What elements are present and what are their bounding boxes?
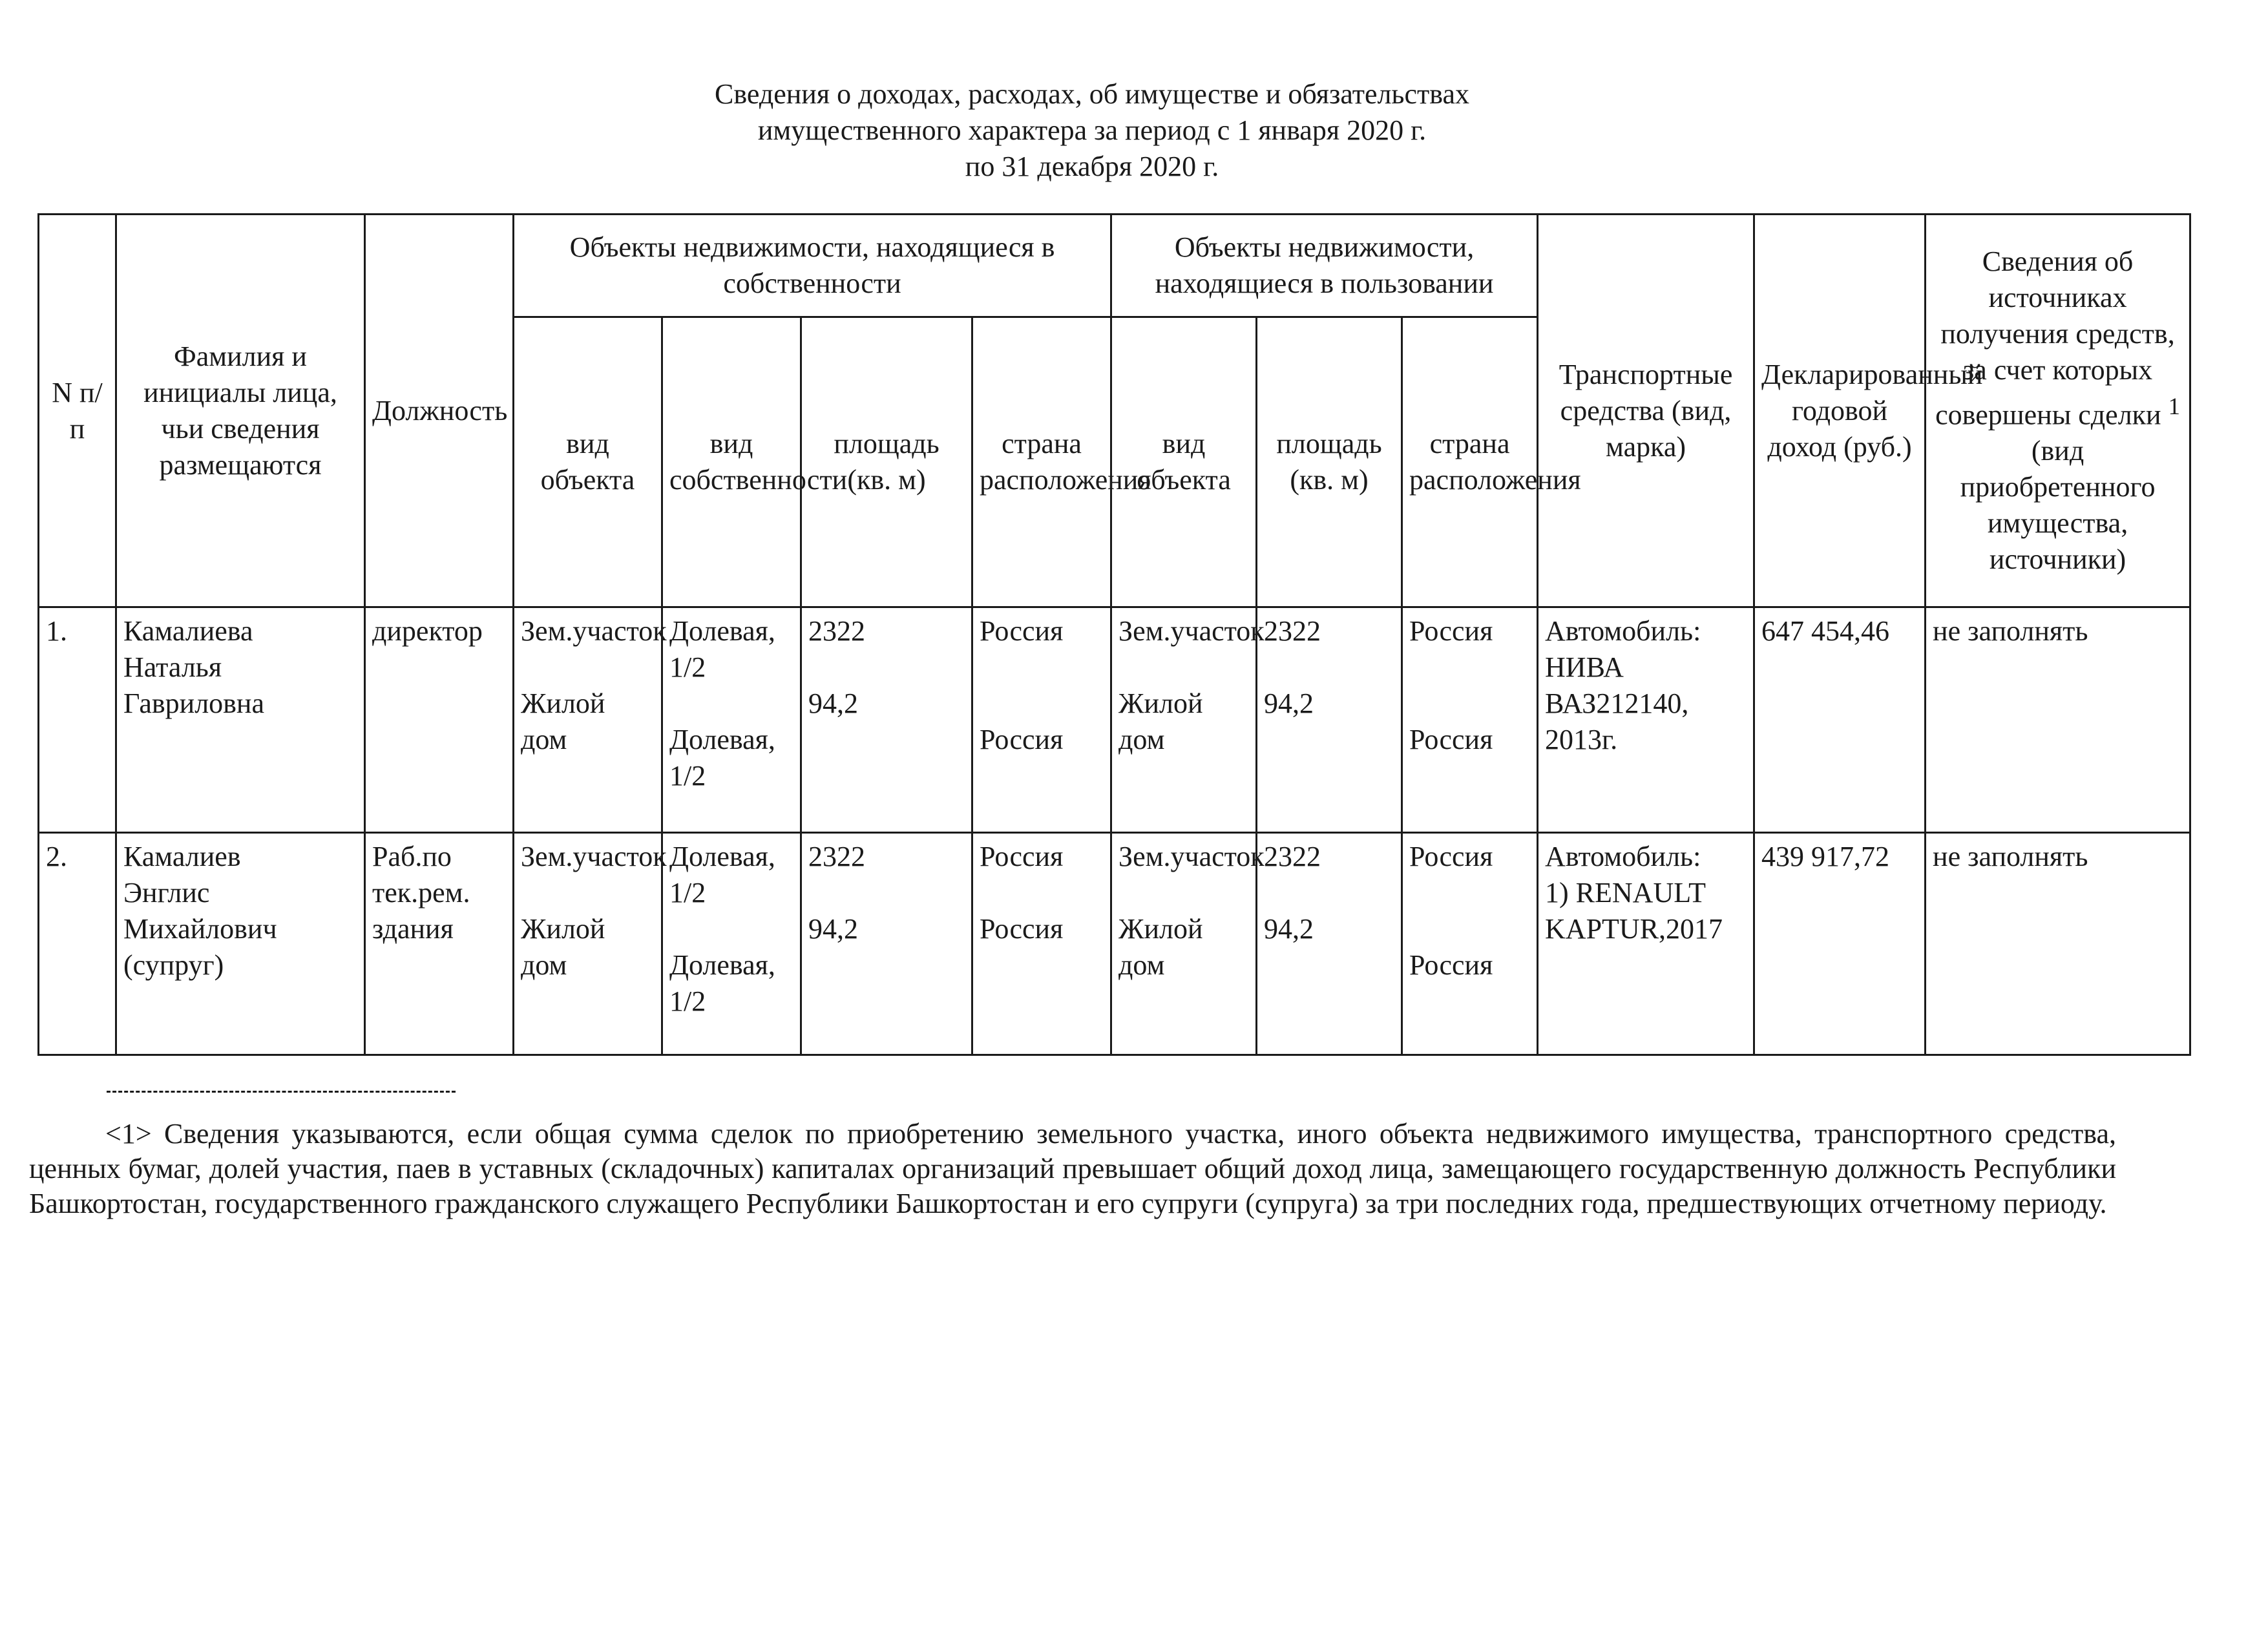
cell-name	[116, 607, 365, 833]
table-row	[39, 833, 2190, 1055]
owned-type-1: Зем.участок	[521, 615, 667, 647]
owned-ownership-1: Долевая, 1/2	[669, 841, 775, 909]
title-line-3: по 31 декабря 2020 г.	[965, 151, 1219, 182]
used-area-2: 94,2	[1264, 688, 1314, 719]
vehicle-value: 1) RENAULT KAPTUR,2017	[1545, 877, 1723, 945]
header-owned-ownership: вид собственности	[662, 317, 801, 607]
cell-used-area	[1257, 833, 1402, 1055]
cell-name-line: Камалиев	[123, 841, 241, 872]
cell-name-line: Энглис	[123, 877, 210, 909]
header-used-type: вид объекта	[1111, 317, 1257, 607]
header-sources-tail: (вид приобретенного имущества, источники)	[1960, 435, 2156, 576]
cell-used-area	[1257, 607, 1402, 833]
cell-num: 1.	[39, 607, 116, 833]
cell-owned-type	[514, 607, 667, 833]
owned-country-2: Россия	[980, 913, 1064, 945]
title-line-2: имущественного характера за период с 1 января 2020 г.	[757, 114, 1427, 146]
cell-position: Раб.по тек.рем. здания	[365, 833, 514, 1055]
footnote-separator	[107, 1091, 456, 1093]
cell-name-line: Михайлович	[123, 913, 277, 945]
footnote-text: <1> Сведения указываются, если общая сумма сделок по приобретению земельного участка, иного объекта недвижимого имущества, транспортного средства, ценных бумаг, долей участия, паев в уставных (складочных) капиталах организаций превышает общий доход лица, замещающего государственную должность Республики Башкортостан, государственного гражданского служащего Республики Башкортостан и его супруги (супруга) за три последних года, предшествующих отчетному периоду.	[29, 1118, 2116, 1219]
header-used-country: страна расположения	[1402, 317, 1538, 607]
title-line-1: Сведения о доходах, расходах, об имуществе и обязательствах	[715, 78, 1469, 110]
used-country-2: Россия	[1409, 949, 1493, 981]
cell-owned-area	[801, 607, 972, 833]
owned-type-2: Жилой дом	[521, 688, 605, 755]
used-country-1: Россия	[1409, 841, 1493, 872]
used-country-2: Россия	[1409, 724, 1493, 755]
cell-name-line: Наталья	[123, 651, 222, 683]
owned-ownership-2: Долевая, 1/2	[669, 949, 775, 1017]
header-owned-country: страна расположения	[972, 317, 1111, 607]
header-owned-type: вид объекта	[514, 317, 662, 607]
header-owned-area: площадь (кв. м)	[801, 317, 972, 607]
owned-ownership-1: Долевая, 1/2	[669, 615, 775, 683]
cell-used-country	[1402, 833, 1538, 1055]
header-vehicles: Транспортные средства (вид, марка)	[1538, 215, 1754, 607]
cell-owned-type	[514, 833, 667, 1055]
owned-area-2: 94,2	[808, 688, 858, 719]
header-used-area: площадь (кв. м)	[1257, 317, 1402, 607]
header-name: Фамилия и инициалы лица, чьи сведения размещаются	[116, 215, 365, 607]
vehicle-value: НИВА ВАЗ212140, 2013г.	[1545, 651, 1689, 755]
header-sources	[1926, 215, 2190, 607]
cell-name-line: Камалиева	[123, 615, 253, 647]
cell-sources: не заполнять	[1926, 607, 2190, 833]
header-row-top	[39, 215, 2190, 317]
used-type-2: Жилой дом	[1118, 913, 1203, 981]
owned-country-2: Россия	[980, 724, 1064, 755]
owned-ownership-2: Долевая, 1/2	[669, 724, 775, 792]
cell-vehicles	[1538, 607, 1754, 833]
owned-type-2: Жилой дом	[521, 913, 605, 981]
used-area-2: 94,2	[1264, 913, 1314, 945]
table-row	[39, 607, 2190, 833]
owned-type-1: Зем.участок	[521, 841, 667, 872]
vehicle-label: Автомобиль:	[1545, 615, 1701, 647]
cell-vehicles	[1538, 833, 1754, 1055]
vehicle-label: Автомобиль:	[1545, 841, 1701, 872]
header-position: Должность	[365, 215, 514, 607]
owned-area-1: 2322	[808, 841, 865, 872]
cell-used-country	[1402, 607, 1538, 833]
cell-position: директор	[365, 607, 514, 833]
owned-country-1: Россия	[980, 841, 1064, 872]
cell-owned-country	[972, 833, 1111, 1055]
cell-used-type	[1111, 833, 1265, 1055]
cell-owned-ownership	[662, 833, 801, 1055]
document-title	[0, 76, 2184, 185]
cell-owned-country	[972, 607, 1111, 833]
cell-name	[116, 833, 365, 1055]
cell-owned-ownership	[662, 607, 801, 833]
used-type-2: Жилой дом	[1118, 688, 1203, 755]
header-sources-text: Сведения об источниках получения средств, за счет которых совершены сделки	[1935, 245, 2175, 431]
header-income: Декларированный годовой доход (руб.)	[1754, 215, 1926, 607]
used-area-1: 2322	[1264, 615, 1321, 647]
header-sources-footnote-mark: 1	[2168, 392, 2180, 419]
cell-name-line: Гавриловна	[123, 688, 265, 719]
cell-income: 439 917,72	[1754, 833, 1926, 1055]
cell-num: 2.	[39, 833, 116, 1055]
header-num: N п/п	[39, 215, 116, 607]
owned-country-1: Россия	[980, 615, 1064, 647]
header-used-group: Объекты недвижимости, находящиеся в пользовании	[1111, 215, 1538, 317]
used-country-1: Россия	[1409, 615, 1493, 647]
cell-income: 647 454,46	[1754, 607, 1926, 833]
used-type-1: Зем.участок	[1118, 841, 1265, 872]
owned-area-2: 94,2	[808, 913, 858, 945]
cell-name-line: (супруг)	[123, 949, 224, 981]
used-area-1: 2322	[1264, 841, 1321, 872]
header-owned-group: Объекты недвижимости, находящиеся в собственности	[514, 215, 1111, 317]
cell-used-type	[1111, 607, 1265, 833]
declaration-table	[37, 213, 2191, 1056]
cell-sources: не заполнять	[1926, 833, 2190, 1055]
used-type-1: Зем.участок	[1118, 615, 1265, 647]
owned-area-1: 2322	[808, 615, 865, 647]
cell-owned-area	[801, 833, 972, 1055]
